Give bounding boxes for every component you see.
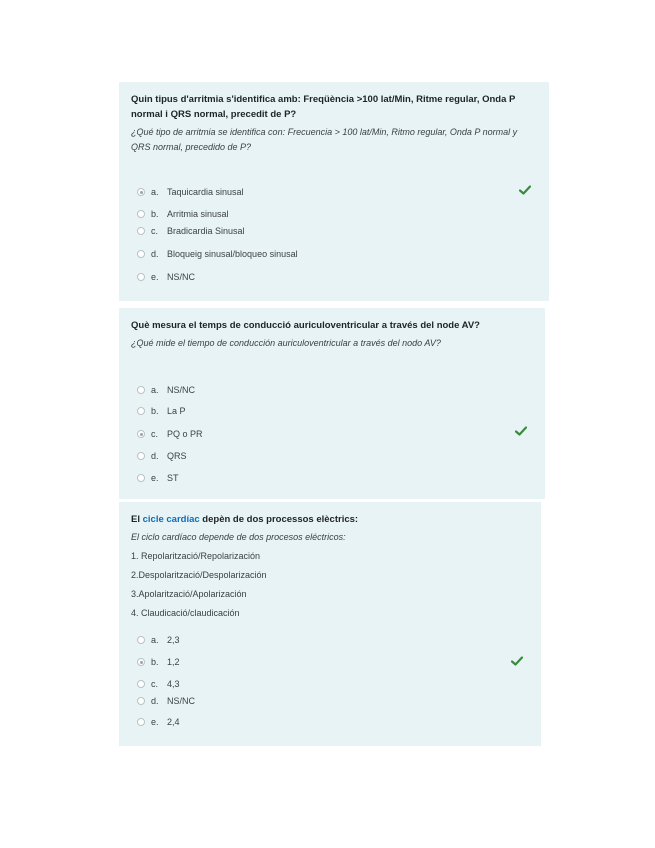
radio-icon[interactable] bbox=[137, 227, 145, 235]
question-line: 4. Claudicació/claudicación bbox=[131, 608, 240, 618]
question-card-3 bbox=[119, 502, 541, 746]
question-card-1 bbox=[119, 82, 549, 301]
answer-letter: b. bbox=[151, 406, 159, 416]
answer-text: La P bbox=[167, 406, 186, 416]
radio-icon[interactable] bbox=[137, 273, 145, 281]
answer-letter: d. bbox=[151, 696, 159, 706]
answer-option[interactable] bbox=[137, 655, 521, 669]
answer-text: NS/NC bbox=[167, 272, 196, 282]
answer-letter: d. bbox=[151, 249, 159, 259]
question-title-suffix: depèn de dos processos elèctrics: bbox=[199, 514, 359, 525]
answer-option[interactable] bbox=[137, 633, 521, 647]
question-title bbox=[131, 512, 529, 527]
answer-text: QRS bbox=[167, 451, 187, 461]
question-subtitle: ¿Qué mide el tiempo de conducción auriculoventricular a través del nodo AV? bbox=[131, 338, 441, 348]
answer-option[interactable] bbox=[137, 677, 521, 691]
answer-option[interactable] bbox=[137, 270, 529, 284]
answer-text: NS/NC bbox=[167, 385, 196, 395]
question-title: Què mesura el temps de conducció auriculoventricular a través del node AV? bbox=[131, 320, 480, 331]
radio-icon[interactable] bbox=[137, 680, 145, 688]
answer-letter: b. bbox=[151, 657, 159, 667]
answer-letter: a. bbox=[151, 187, 159, 197]
answer-option[interactable] bbox=[137, 404, 525, 418]
answer-letter: e. bbox=[151, 717, 159, 727]
glossary-link[interactable]: cicle cardíac bbox=[142, 514, 200, 525]
answer-text: Taquicardia sinusal bbox=[167, 187, 244, 197]
answer-text: 1,2 bbox=[167, 657, 180, 667]
check-mark-icon bbox=[519, 185, 531, 195]
radio-icon[interactable] bbox=[137, 386, 145, 394]
radio-icon[interactable] bbox=[137, 210, 145, 218]
radio-icon[interactable] bbox=[137, 718, 145, 726]
question-line: 2.Despolarització/Despolarización bbox=[131, 570, 267, 580]
check-mark-icon bbox=[511, 656, 523, 666]
answer-option[interactable] bbox=[137, 471, 525, 485]
question-line: 1. Repolarització/Repolarización bbox=[131, 551, 261, 561]
answer-option[interactable] bbox=[137, 185, 529, 199]
answer-letter: b. bbox=[151, 209, 159, 219]
answer-letter: e. bbox=[151, 473, 159, 483]
question-card-2 bbox=[119, 308, 545, 499]
question-subtitle: El ciclo cardíaco depende de dos procesos eléctricos: bbox=[131, 532, 346, 542]
answer-option[interactable] bbox=[137, 247, 529, 261]
radio-icon[interactable] bbox=[137, 636, 145, 644]
answer-text: 2,4 bbox=[167, 717, 180, 727]
question-title-prefix: El bbox=[131, 514, 143, 525]
answer-letter: c. bbox=[151, 679, 159, 689]
answer-letter: a. bbox=[151, 635, 159, 645]
answer-text: ST bbox=[167, 473, 179, 483]
radio-icon[interactable] bbox=[137, 697, 145, 705]
answer-option[interactable] bbox=[137, 694, 521, 708]
radio-icon[interactable] bbox=[137, 474, 145, 482]
radio-icon[interactable] bbox=[137, 658, 145, 666]
radio-icon[interactable] bbox=[137, 430, 145, 438]
check-mark-icon bbox=[515, 426, 527, 436]
answer-text: Bradicardia Sinusal bbox=[167, 226, 245, 236]
question-title: Quin tipus d'arritmia s'identifica amb: Freqüència >100 lat/Min, Ritme regular, Onda P normal i QRS normal, precedit de P? bbox=[131, 94, 516, 120]
answer-letter: a. bbox=[151, 385, 159, 395]
answer-text: PQ o PR bbox=[167, 429, 203, 439]
answer-text: 2,3 bbox=[167, 635, 180, 645]
answer-option[interactable] bbox=[137, 715, 521, 729]
answer-letter: d. bbox=[151, 451, 159, 461]
answer-letter: e. bbox=[151, 272, 159, 282]
answer-option[interactable] bbox=[137, 427, 525, 441]
answer-text: NS/NC bbox=[167, 696, 196, 706]
radio-icon[interactable] bbox=[137, 452, 145, 460]
answer-letter: c. bbox=[151, 226, 159, 236]
answer-option[interactable] bbox=[137, 224, 529, 238]
radio-icon[interactable] bbox=[137, 407, 145, 415]
radio-icon[interactable] bbox=[137, 188, 145, 196]
question-subtitle: ¿Qué tipo de arritmia se identifica con: Frecuencia > 100 lat/Min, Ritmo regular, Onda P normal y QRS normal, precedido de P? bbox=[131, 127, 518, 152]
answer-letter: c. bbox=[151, 429, 159, 439]
answer-text: Arritmia sinusal bbox=[167, 209, 229, 219]
answer-text: Bloqueig sinusal/bloqueo sinusal bbox=[167, 249, 298, 259]
answer-option[interactable] bbox=[137, 449, 525, 463]
answer-option[interactable] bbox=[137, 207, 529, 221]
answer-text: 4,3 bbox=[167, 679, 180, 689]
question-line: 3.Apolarització/Apolarización bbox=[131, 589, 247, 599]
radio-icon[interactable] bbox=[137, 250, 145, 258]
answer-option[interactable] bbox=[137, 383, 525, 397]
